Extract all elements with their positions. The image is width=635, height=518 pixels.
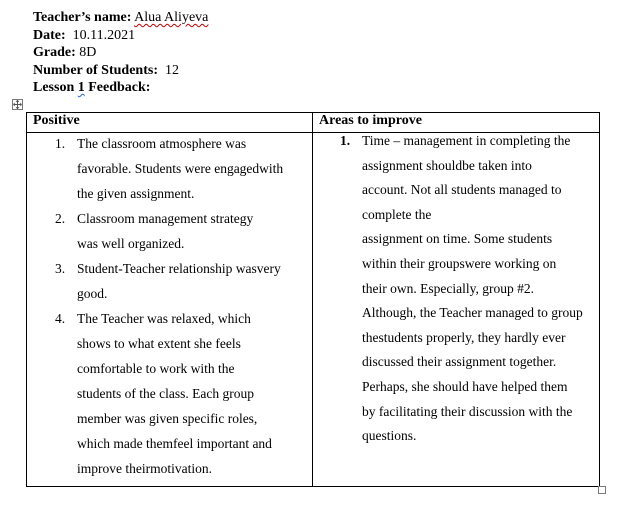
lesson-label-pre: Lesson <box>33 80 78 95</box>
list-item-line: shows to what extent she feels <box>77 336 241 351</box>
list-item <box>27 131 312 206</box>
list-item <box>27 256 312 306</box>
improve-item-number: 1. <box>340 133 351 148</box>
date-value: 10.11.2021 <box>72 27 136 43</box>
table-body-row <box>27 133 600 487</box>
list-item-line: The Teacher was relaxed, which <box>77 311 251 326</box>
table-resize-handle[interactable] <box>598 486 606 494</box>
lesson-line <box>33 79 208 97</box>
list-item <box>27 206 312 256</box>
teacher-name-line <box>33 9 208 27</box>
grade-line <box>33 44 208 62</box>
grade-label: Grade: <box>33 45 76 60</box>
list-item-line: was well organized. <box>77 236 185 251</box>
list-item-line: Classroom management strategy <box>77 211 254 226</box>
list-item-line: The classroom atmosphere was <box>77 136 247 151</box>
feedback-table <box>26 112 600 487</box>
list-item-line: favorable. Students were engagedwith <box>77 161 284 176</box>
positive-cell <box>27 133 313 487</box>
list-item-line: comfortable to work with the <box>77 361 235 376</box>
date-label: Date: <box>33 27 66 43</box>
list-item-line: improve theirmotivation. <box>77 461 212 476</box>
improve-line: by facilitating their discussion with the <box>362 403 573 419</box>
positive-list <box>27 131 312 481</box>
improve-line: Perhaps, she should have helped them <box>362 378 568 394</box>
grade-value: 8D <box>79 45 97 60</box>
table-move-handle-icon[interactable] <box>12 99 23 110</box>
lesson-number: 1 <box>77 80 85 95</box>
col-improve-header: Areas to improve <box>313 113 600 133</box>
date-line <box>33 27 208 45</box>
improve-cell <box>313 133 600 487</box>
list-item-number: 4. <box>55 311 66 326</box>
students-label: Number of Students: <box>33 62 158 78</box>
lesson-label <box>33 80 150 95</box>
list-item-line: students of the class. Each group <box>77 386 254 401</box>
improve-line: within their groupswere working on <box>362 255 557 271</box>
teacher-label: Teacher’s name: <box>33 10 132 25</box>
improve-line: questions. <box>362 428 417 444</box>
list-item-number: 3. <box>55 261 66 276</box>
improve-line: account. Not all students managed to <box>362 182 562 198</box>
improve-line: Time – management in completing the <box>362 133 571 148</box>
students-line <box>33 62 208 80</box>
list-item-number: 2. <box>55 211 66 226</box>
teacher-name: Alua Aliyeva <box>134 10 209 25</box>
improve-line: assignment shouldbe taken into <box>362 157 532 173</box>
improve-item <box>313 129 599 449</box>
col-positive-header: Positive <box>27 113 313 133</box>
improve-item-text <box>362 129 599 449</box>
list-item-line: Student-Teacher relationship wasvery <box>77 261 281 276</box>
list-item-line: the given assignment. <box>77 186 195 201</box>
improve-line: discussed their assignment together. <box>362 354 557 370</box>
students-value: 12 <box>164 62 179 78</box>
list-item-line: which made themfeel important and <box>77 436 272 451</box>
improve-line: their own. Especially, group #2. <box>362 280 534 296</box>
improve-line: assignment on time. Some students <box>362 231 553 247</box>
document-header <box>33 9 208 97</box>
list-item <box>27 306 312 481</box>
lesson-label-post: Feedback: <box>84 80 151 95</box>
improve-line: Although, the Teacher managed to group <box>362 305 583 321</box>
improve-line: thestudents properly, they hardly ever <box>362 329 566 345</box>
list-item-line: member was given specific roles, <box>77 411 258 426</box>
improve-line: complete the <box>362 206 432 222</box>
list-item-number: 1. <box>55 136 66 151</box>
list-item-line: good. <box>77 286 108 301</box>
